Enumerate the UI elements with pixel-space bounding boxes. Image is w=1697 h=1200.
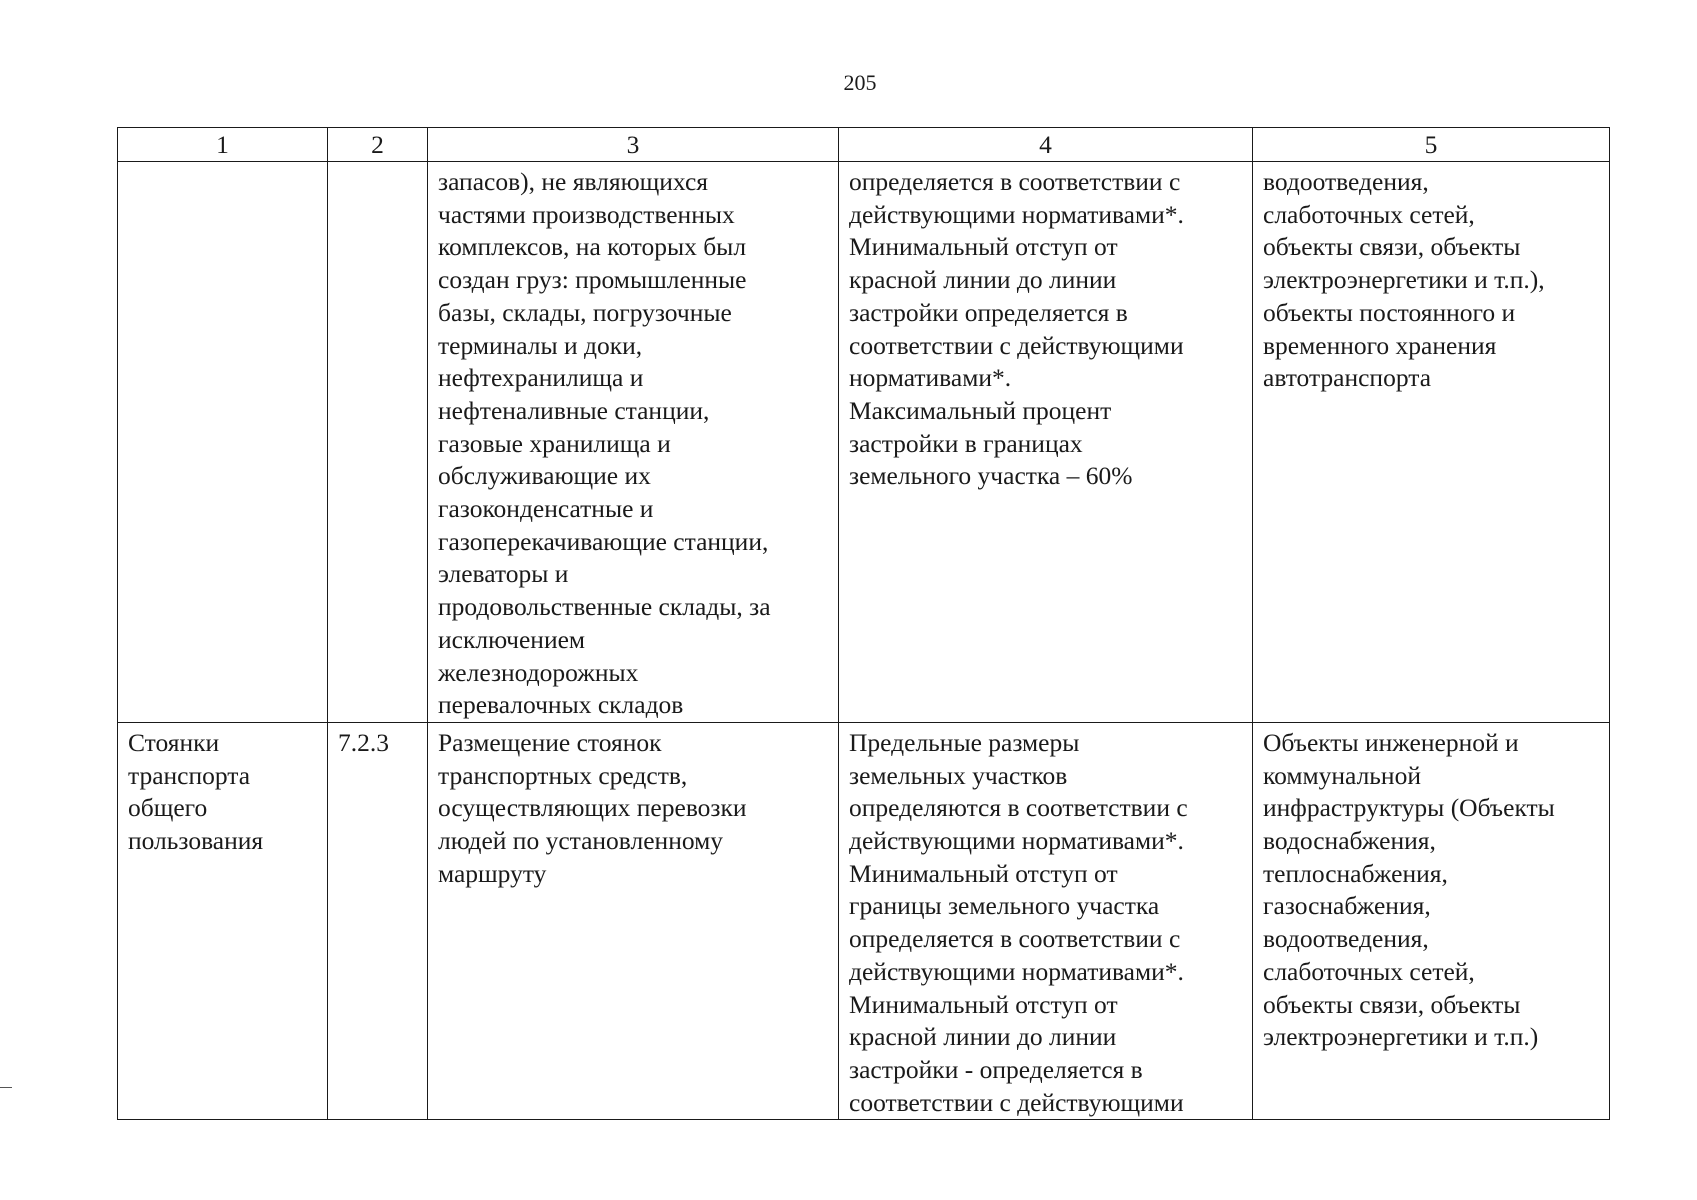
table-row bbox=[118, 722, 1610, 1119]
parameters-text: Предельные размеры земельных участков определяются в соответствии с действующими нормативами*. Минимальный отступ от границы земельного участка определяется в соответствии с действующими нормативами*. Минимальный отступ от красной линии до линии застройки - определяется в соответствии с действующими bbox=[849, 727, 1188, 1117]
parameters-cell bbox=[839, 162, 1253, 723]
page-number: 205 bbox=[843, 70, 877, 95]
use-code-text: 7.2.3 bbox=[338, 727, 389, 757]
margin-mark bbox=[0, 1087, 12, 1088]
parameters-cell bbox=[839, 722, 1253, 1119]
use-code-cell bbox=[328, 722, 428, 1119]
use-code-cell bbox=[328, 162, 428, 723]
use-description-text: Размещение стоянок транспортных средств, осуществляющих перевозки людей по установленному маршруту bbox=[438, 727, 747, 888]
auxiliary-uses-cell bbox=[1253, 722, 1610, 1119]
parameters-text: определяется в соответствии с действующими нормативами*. Минимальный отступ от красной линии до линии застройки определяется в соответствии с действующими нормативами*. Максимальный процент застройки в границах земельного участка – 60% bbox=[849, 167, 1184, 491]
table-row bbox=[118, 162, 1610, 723]
auxiliary-uses-text: Объекты инженерной и коммунальной инфраструктуры (Объекты водоснабжения, теплоснабжения, газоснабжения, водоотведения, слаботочных сетей, объекты связи, объекты электроэнергетики и т.п.) bbox=[1263, 727, 1555, 1052]
use-name-cell bbox=[118, 722, 328, 1119]
header-col-5: 5 bbox=[1253, 128, 1610, 162]
auxiliary-uses-text: водоотведения, слаботочных сетей, объекты связи, объекты электроэнергетики и т.п.), объекты постоянного и временного хранения автотранспорта bbox=[1263, 167, 1545, 393]
header-col-4: 4 bbox=[839, 128, 1253, 162]
regulations-table bbox=[117, 127, 1610, 1120]
auxiliary-uses-cell bbox=[1253, 162, 1610, 723]
table-header-row bbox=[118, 128, 1610, 162]
use-description-cell bbox=[428, 722, 839, 1119]
use-name-cell bbox=[118, 162, 328, 723]
header-col-2: 2 bbox=[328, 128, 428, 162]
use-name-text: Стоянки транспорта общего пользования bbox=[128, 727, 264, 856]
header-col-3: 3 bbox=[428, 128, 839, 162]
use-description-cell bbox=[428, 162, 839, 723]
use-description-text: запасов), не являющихся частями производственных комплексов, на которых был создан груз: промышленные базы, склады, погрузочные терминалы и доки, нефтехранилища и нефтеналивные станции, газовые хранилища и обслуживающие их газоконденсатные и газоперекачивающие станции, элеваторы и продовольственные склады, за исключением железнодорожных перевалочных складов bbox=[438, 167, 771, 720]
header-col-1: 1 bbox=[118, 128, 328, 162]
